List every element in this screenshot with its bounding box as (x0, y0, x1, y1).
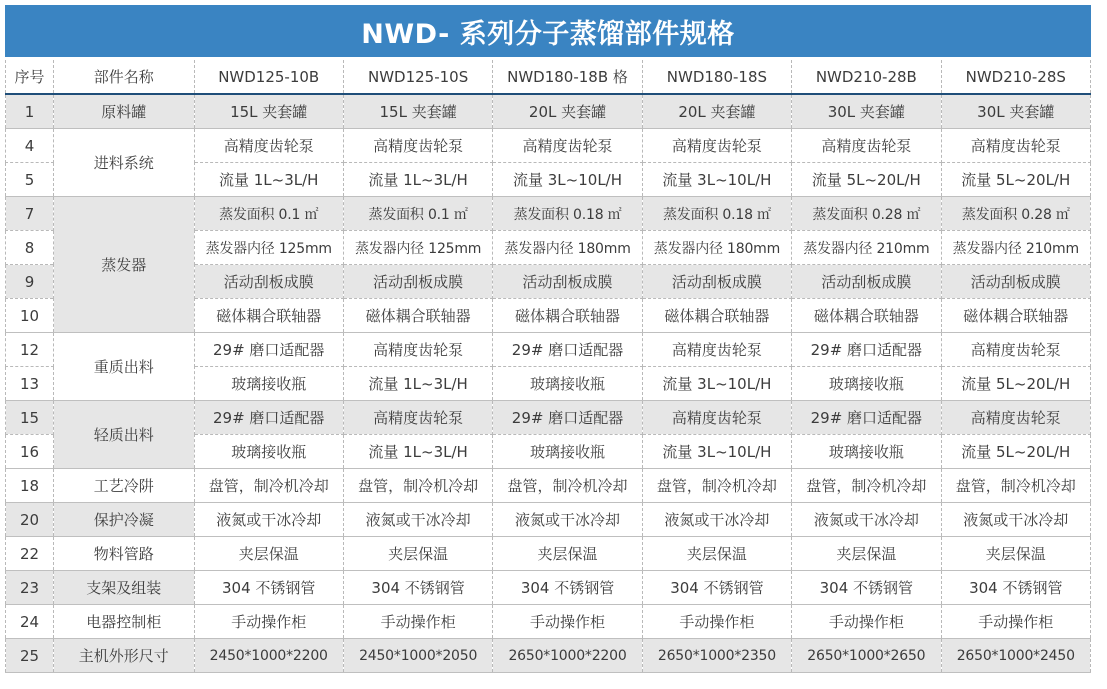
spec-cell: 蒸发器内径 125mm (194, 231, 343, 265)
row-number: 7 (6, 197, 54, 231)
table-row (6, 605, 1091, 639)
header-cell-model: NWD210-28S (941, 60, 1090, 94)
spec-cell: 2450*1000*2050 (343, 639, 492, 673)
table-row (6, 197, 1091, 231)
spec-cell: 活动刮板成膜 (642, 265, 791, 299)
spec-cell: 29# 磨口适配器 (194, 333, 343, 367)
spec-cell: 流量 5L~20L/H (941, 163, 1090, 197)
spec-cell: 2650*1000*2450 (941, 639, 1090, 673)
spec-cell: 流量 3L~10L/H (642, 367, 791, 401)
spec-cell: 304 不锈钢管 (642, 571, 791, 605)
spec-cell: 磁体耦合联轴器 (194, 299, 343, 333)
spec-cell: 手动操作柜 (343, 605, 492, 639)
spec-cell: 液氮或干冰冷却 (343, 503, 492, 537)
spec-cell: 2650*1000*2200 (493, 639, 642, 673)
spec-cell: 磁体耦合联轴器 (343, 299, 492, 333)
row-number: 22 (6, 537, 54, 571)
header-cell-model: NWD125-10S (343, 60, 492, 94)
spec-cell: 液氮或干冰冷却 (493, 503, 642, 537)
spec-cell: 304 不锈钢管 (194, 571, 343, 605)
spec-cell: 29# 磨口适配器 (194, 401, 343, 435)
table-row (6, 639, 1091, 673)
spec-cell: 夹层保温 (194, 537, 343, 571)
spec-cell: 304 不锈钢管 (493, 571, 642, 605)
table-row (6, 333, 1091, 367)
spec-cell: 夹层保温 (642, 537, 791, 571)
spec-cell: 蒸发面积 0.28 ㎡ (792, 197, 941, 231)
row-number: 10 (6, 299, 54, 333)
table-row (6, 94, 1091, 129)
spec-cell: 玻璃接收瓶 (792, 435, 941, 469)
spec-cell: 蒸发面积 0.1 ㎡ (194, 197, 343, 231)
spec-cell: 30L 夹套罐 (941, 94, 1090, 129)
spec-cell: 2650*1000*2350 (642, 639, 791, 673)
spec-cell: 流量 3L~10L/H (642, 163, 791, 197)
spec-cell: 20L 夹套罐 (642, 94, 791, 129)
spec-cell: 蒸发器内径 125mm (343, 231, 492, 265)
spec-cell: 30L 夹套罐 (792, 94, 941, 129)
row-number: 8 (6, 231, 54, 265)
spec-cell: 15L 夹套罐 (194, 94, 343, 129)
spec-cell: 高精度齿轮泵 (642, 401, 791, 435)
spec-cell: 盘管，制冷机冷却 (493, 469, 642, 503)
spec-cell: 20L 夹套罐 (493, 94, 642, 129)
spec-cell: 流量 5L~20L/H (941, 367, 1090, 401)
spec-cell: 304 不锈钢管 (343, 571, 492, 605)
spec-cell: 盘管，制冷机冷却 (343, 469, 492, 503)
spec-cell: 液氮或干冰冷却 (194, 503, 343, 537)
part-name: 保护冷凝 (54, 503, 194, 537)
spec-cell: 2650*1000*2650 (792, 639, 941, 673)
table-row (6, 503, 1091, 537)
spec-cell: 夹层保温 (792, 537, 941, 571)
spec-cell: 蒸发器内径 210mm (941, 231, 1090, 265)
row-number: 4 (6, 129, 54, 163)
spec-cell: 玻璃接收瓶 (493, 367, 642, 401)
spec-cell: 活动刮板成膜 (343, 265, 492, 299)
spec-cell: 高精度齿轮泵 (343, 129, 492, 163)
spec-cell: 玻璃接收瓶 (194, 367, 343, 401)
spec-cell: 磁体耦合联轴器 (642, 299, 791, 333)
spec-cell: 高精度齿轮泵 (941, 333, 1090, 367)
header-cell-model: NWD125-10B (194, 60, 343, 94)
row-number: 15 (6, 401, 54, 435)
spec-cell: 高精度齿轮泵 (642, 333, 791, 367)
header-cell-model: NWD180-18S (642, 60, 791, 94)
spec-cell: 15L 夹套罐 (343, 94, 492, 129)
spec-cell: 高精度齿轮泵 (941, 129, 1090, 163)
spec-cell: 2450*1000*2200 (194, 639, 343, 673)
part-name: 物料管路 (54, 537, 194, 571)
spec-cell: 手动操作柜 (941, 605, 1090, 639)
header-cell-model: NWD180-18B 格 (493, 60, 642, 94)
row-number: 18 (6, 469, 54, 503)
spec-cell: 29# 磨口适配器 (792, 401, 941, 435)
spec-cell: 蒸发面积 0.18 ㎡ (642, 197, 791, 231)
spec-cell: 流量 1L~3L/H (343, 367, 492, 401)
spec-table (5, 60, 1091, 673)
row-number: 12 (6, 333, 54, 367)
spec-cell: 高精度齿轮泵 (941, 401, 1090, 435)
spec-cell: 液氮或干冰冷却 (792, 503, 941, 537)
spec-cell: 液氮或干冰冷却 (642, 503, 791, 537)
spec-cell: 盘管，制冷机冷却 (642, 469, 791, 503)
spec-cell: 盘管，制冷机冷却 (792, 469, 941, 503)
row-number: 20 (6, 503, 54, 537)
spec-cell: 流量 1L~3L/H (343, 435, 492, 469)
spec-cell: 蒸发面积 0.28 ㎡ (941, 197, 1090, 231)
row-number: 9 (6, 265, 54, 299)
spec-cell: 29# 磨口适配器 (493, 333, 642, 367)
spec-cell: 活动刮板成膜 (941, 265, 1090, 299)
part-name: 主机外形尺寸 (54, 639, 194, 673)
spec-cell: 活动刮板成膜 (194, 265, 343, 299)
spec-cell: 玻璃接收瓶 (493, 435, 642, 469)
spec-cell: 夹层保温 (493, 537, 642, 571)
header-cell-model: NWD210-28B (792, 60, 941, 94)
spec-cell: 304 不锈钢管 (941, 571, 1090, 605)
spec-cell: 夹层保温 (343, 537, 492, 571)
spec-cell: 流量 5L~20L/H (792, 163, 941, 197)
spec-cell: 高精度齿轮泵 (792, 129, 941, 163)
spec-cell: 高精度齿轮泵 (493, 129, 642, 163)
spec-cell: 高精度齿轮泵 (343, 401, 492, 435)
header-cell-part: 部件名称 (54, 60, 194, 94)
spec-cell: 29# 磨口适配器 (792, 333, 941, 367)
table-row (6, 401, 1091, 435)
spec-cell: 蒸发面积 0.1 ㎡ (343, 197, 492, 231)
part-name: 蒸发器 (54, 197, 194, 333)
spec-cell: 304 不锈钢管 (792, 571, 941, 605)
spec-cell: 手动操作柜 (642, 605, 791, 639)
spec-cell: 盘管，制冷机冷却 (194, 469, 343, 503)
row-number: 16 (6, 435, 54, 469)
row-number: 13 (6, 367, 54, 401)
spec-cell: 流量 1L~3L/H (343, 163, 492, 197)
spec-cell: 蒸发器内径 210mm (792, 231, 941, 265)
spec-cell: 手动操作柜 (194, 605, 343, 639)
spec-cell: 流量 3L~10L/H (642, 435, 791, 469)
spec-cell: 蒸发器内径 180mm (642, 231, 791, 265)
part-name: 工艺冷阱 (54, 469, 194, 503)
spec-cell: 流量 3L~10L/H (493, 163, 642, 197)
spec-cell: 玻璃接收瓶 (194, 435, 343, 469)
spec-cell: 蒸发器内径 180mm (493, 231, 642, 265)
table-row (6, 571, 1091, 605)
spec-cell: 高精度齿轮泵 (343, 333, 492, 367)
part-name: 电器控制柜 (54, 605, 194, 639)
spec-cell: 流量 5L~20L/H (941, 435, 1090, 469)
row-number: 24 (6, 605, 54, 639)
spec-cell: 高精度齿轮泵 (642, 129, 791, 163)
row-number: 25 (6, 639, 54, 673)
spec-cell: 盘管，制冷机冷却 (941, 469, 1090, 503)
header-cell-no: 序号 (6, 60, 54, 94)
spec-cell: 夹层保温 (941, 537, 1090, 571)
spec-cell: 流量 1L~3L/H (194, 163, 343, 197)
table-title: NWD- 系列分子蒸馏部件规格 (5, 5, 1091, 57)
spec-cell: 活动刮板成膜 (493, 265, 642, 299)
spec-cell: 活动刮板成膜 (792, 265, 941, 299)
spec-cell: 手动操作柜 (792, 605, 941, 639)
part-name: 重质出料 (54, 333, 194, 401)
table-row (6, 469, 1091, 503)
row-number: 5 (6, 163, 54, 197)
row-number: 1 (6, 94, 54, 129)
spec-cell: 29# 磨口适配器 (493, 401, 642, 435)
part-name: 进料系统 (54, 129, 194, 197)
header-row (6, 60, 1091, 94)
spec-cell: 蒸发面积 0.18 ㎡ (493, 197, 642, 231)
spec-cell: 手动操作柜 (493, 605, 642, 639)
part-name: 原料罐 (54, 94, 194, 129)
table-row (6, 537, 1091, 571)
spec-cell: 液氮或干冰冷却 (941, 503, 1090, 537)
spec-cell: 玻璃接收瓶 (792, 367, 941, 401)
table-row (6, 129, 1091, 163)
part-name: 轻质出料 (54, 401, 194, 469)
spec-cell: 高精度齿轮泵 (194, 129, 343, 163)
spec-cell: 磁体耦合联轴器 (792, 299, 941, 333)
spec-cell: 磁体耦合联轴器 (941, 299, 1090, 333)
part-name: 支架及组装 (54, 571, 194, 605)
spec-cell: 磁体耦合联轴器 (493, 299, 642, 333)
row-number: 23 (6, 571, 54, 605)
